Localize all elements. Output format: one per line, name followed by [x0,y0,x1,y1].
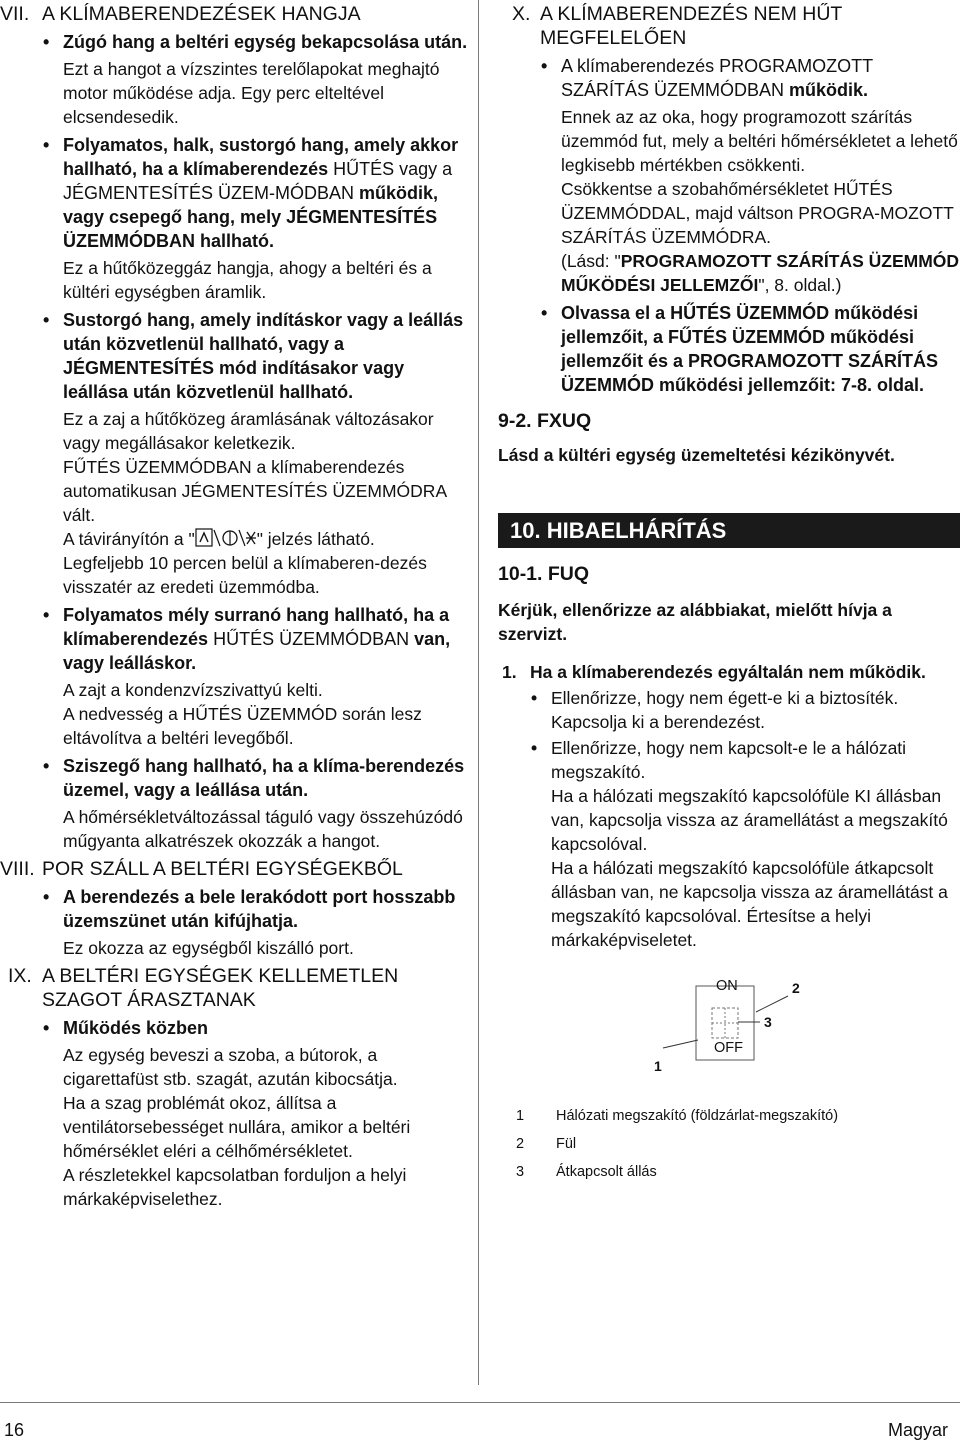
cross-reference: PROGRAMOZOTT SZÁRÍTÁS ÜZEMMÓD MŰKÖDÉSI JELLEMZŐI [561,251,960,295]
bullet-item [0,885,470,933]
bullet-icon: • [541,303,548,323]
bullet-text: Sustorgó hang, amely indításkor vagy a leállás után közvetlenül hallható, vagy a JÉGMENTESÍTÉS mód indításakor vagy leállása után közvetlenül hallható. [63,310,464,402]
section-title: A KLÍMABERENDEZÉSEK HANGJA [42,3,361,25]
legend-text: Hálózati megszakító (földzárlat-megszakító) [556,1108,839,1124]
bullet-text-plain: A klímaberendezés [561,56,715,76]
legend-number: 3 [516,1164,525,1180]
callout-1: 1 [654,1058,662,1074]
paragraph: Csökkentse a szobahőmérsékletet HŰTÉS ÜZEMMÓDDAL, majd váltson PROGRA-MOZOTT SZÁRÍTÁS ÜZEMMÓDRA. [561,179,954,247]
paragraph [0,527,470,551]
paragraph: Legfeljebb 10 percen belül a klímaberen-dezés visszatér az eredeti üzemmódba. [63,553,427,597]
check-text: Ellenőrizze, hogy nem égett-e ki a biztosíték. Kapcsolja ki a berendezést. [551,688,899,732]
bullet-icon: • [531,738,538,758]
check-text: Ha a hálózati megszakító kapcsolófüle KI állásban van, kapcsolja vissza az áramellátást a megszakító kapcsolóval. [551,786,948,854]
callout-2: 2 [792,980,800,996]
paragraph-text: (Lásd: " [561,251,621,271]
subsection-heading: 10-1. FUQ [498,563,590,585]
section-title: A BELTÉRI EGYSÉGEK KELLEMETLEN SZAGOT ÁRASZTANAK [42,965,399,1011]
breaker-diagram [498,978,960,1092]
section-number: VII. [0,3,30,25]
section-number: IX. [8,965,32,987]
bullet-icon: • [541,56,548,76]
bullet-item [0,30,470,54]
subsection-heading: 9-2. FXUQ [498,410,592,432]
bullet-item [0,603,470,675]
legend-row [498,1134,960,1162]
legend-text: Átkapcsolt állás [556,1164,657,1180]
paragraph: A nedvesség a HŰTÉS ÜZEMMÓD során lesz eltávolítva a beltéri levegőből. [63,704,422,748]
check-text: Ellenőrizze, hogy nem kapcsolt-e le a hálózati megszakító. [551,738,907,782]
bullet-text-plain: HŰTÉS vagy a JÉGMENTESÍTÉS ÜZEM-MÓDBAN [63,159,453,203]
chapter-banner: 10. HIBAELHÁRÍTÁS [498,513,960,548]
leader-line-1 [663,1040,698,1048]
paragraph: FŰTÉS ÜZEMMÓDBAN a klímaberendezés automatikusan JÉGMENTESÍTÉS ÜZEMMÓDRA vált. [63,457,447,525]
section-x-heading [498,2,960,50]
footer-language: Magyar [887,1420,948,1440]
page-number: 16 [4,1420,25,1440]
bullet-text: van, vagy leálláskor. [63,629,451,673]
bullet-icon: • [43,756,50,776]
bullet-text: működik. [789,80,869,100]
paragraph: A hőmérsékletváltozással táguló vagy összehúzódó műgyanta alkatrészek okozzák a hangot. [63,807,463,851]
bullet-text: működik, vagy csepegő hang, mely JÉGMENTESÍTÉS ÜZEMMÓDBAN hallható. [63,183,439,251]
bullet-icon: • [531,688,538,708]
bullet-text: Működés közben [63,1018,209,1038]
legend-number: 1 [516,1108,525,1124]
bullet-icon: • [43,135,50,155]
numbered-item [498,660,960,684]
bullet-icon: • [43,887,50,907]
paragraph-text: " jelzés látható. [256,529,375,549]
bullet-item [0,308,470,404]
bullet-item [0,1016,470,1040]
bullet-icon: • [43,32,50,52]
paragraph-text: A távirányítón a " [63,529,195,549]
section-title: POR SZÁLL A BELTÉRI EGYSÉGEKBŐL [42,858,403,880]
off-label: OFF [714,1040,743,1056]
paragraph: Ez okozza az egységből kiszálló port. [63,938,354,958]
intro-text: Kérjük, ellenőrizze az alábbiakat, mielőtt hívja a szervizt. [498,600,892,644]
paragraph: Az egység beveszi a szoba, a bútorok, a cigarettafüst stb. szagát, azután kibocsátja. [63,1045,398,1089]
callout-3: 3 [764,1014,772,1030]
section-title: A KLÍMABERENDEZÉS NEM HŰT MEGFELELŐEN [540,3,842,49]
item-text: Ha a klímaberendezés egyáltalán nem működik. [530,662,926,682]
on-label: ON [716,978,738,994]
paragraph: Ennek az az oka, hogy programozott szárítás üzemmód fut, mely a beltéri hőmérsékletet a lehető legkisebb mértékben csökkenti. [561,107,958,175]
item-number: 1. [502,662,517,682]
bullet-text-plain: PROGRAMOZOTT SZÁRÍTÁS ÜZEMMÓDBAN [561,56,873,100]
check-text: Ha a hálózati megszakító kapcsolófüle átkapcsolt állásban van, ne kapcsolja vissza az áramellátást a megszakító kapcsolóval. Értesítse a helyi márkaképviseletet. [551,858,948,950]
bullet-item [498,54,960,102]
paragraph: A zajt a kondenzvízszivattyú kelti. [63,680,323,700]
legend-number: 2 [516,1136,525,1152]
circuit-breaker-illustration [498,982,958,1092]
defrost-mode-icon [195,528,257,548]
paragraph: A részletekkel kapcsolatban forduljon a helyi márkaképviselethez. [63,1165,407,1209]
bullet-text: Folyamatos, halk, sustorgó hang, amely akkor hallható, ha a klímaberendezés [63,135,459,179]
reference-text: Lásd a kültéri egység üzemeltetési kézikönyvét. [498,445,895,465]
check-item [498,686,960,734]
bullet-item [0,133,470,253]
paragraph: Ha a szag problémát okoz, állítsa a ventilátorsebességet nullára, amikor a beltéri hőmérséklet eléri a célhőmérsékletet. [63,1093,411,1161]
legend-row [498,1162,960,1190]
bullet-text-plain: HŰTÉS ÜZEMMÓDBAN [213,629,410,649]
bullet-text: Sziszegő hang hallható, ha a klíma-berendezés üzemel, vagy a leállása után. [63,756,465,800]
right-column [498,0,960,1190]
left-column [0,0,470,1215]
paragraph-text: ", 8. oldal.) [758,275,842,295]
column-divider [478,0,479,1385]
paragraph: Ez a hűtőközeggáz hangja, ahogy a beltéri és a kültéri egységben áramlik. [63,258,432,302]
diagram-legend [498,1106,960,1190]
paragraph [498,249,960,297]
bullet-text: A berendezés a bele lerakódott port hosszabb üzemszünet után kifújhatja. [63,887,456,931]
legend-text: Fül [556,1136,577,1152]
bullet-icon: • [43,1018,50,1038]
section-ix-heading [0,964,470,1012]
section-vii-heading [0,2,470,26]
bullet-text: Folyamatos mély surranó hang hallható, ha a klímaberendezés [63,605,450,649]
leader-line-2 [756,996,788,1012]
paragraph: Ezt a hangot a vízszintes terelőlapokat meghajtó motor működése adja. Egy perc elteltével elcsendesedik. [63,59,440,127]
footer-rule [0,1402,960,1403]
paragraph: Ez a zaj a hűtőközeg áramlásának változásakor vagy megállásakor keletkezik. [63,409,434,453]
bullet-text: Olvassa el a HŰTÉS ÜZEMMÓD működési jellemzőit, a FŰTÉS ÜZEMMÓD működési jellemzőit és a PROGRAMOZOTT SZÁRÍTÁS ÜZEMMÓD működési jellemzőit: 7-8. oldal. [561,303,939,395]
bullet-icon: • [43,605,50,625]
section-viii-heading [0,857,470,881]
bullet-item [498,301,960,397]
check-item [498,736,960,952]
section-number: X. [512,3,531,25]
section-number: VIII. [0,858,35,880]
bullet-item [0,754,470,802]
bullet-text: Zúgó hang a beltéri egység bekapcsolása után. [63,32,468,52]
bullet-icon: • [43,310,50,330]
legend-row [498,1106,960,1134]
